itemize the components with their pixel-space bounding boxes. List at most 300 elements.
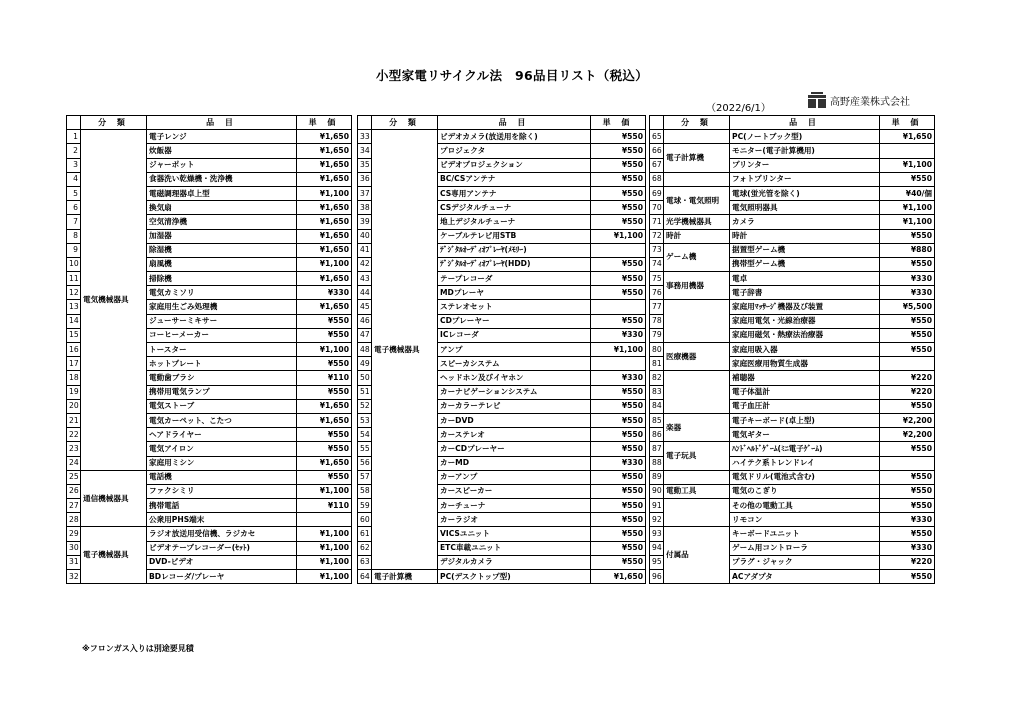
item-name: トースター	[147, 343, 297, 357]
category-cell: 医療機器	[664, 343, 730, 371]
item-price: ¥550	[591, 158, 646, 172]
item-name: 電子レンジ	[147, 130, 297, 144]
row-number: 51	[358, 385, 372, 399]
item-name: カーCDプレーヤー	[438, 442, 591, 456]
row-number: 25	[67, 470, 81, 484]
row-number: 94	[650, 541, 664, 555]
item-name: PC(デスクトップ型)	[438, 570, 591, 584]
item-name: 電気ストーブ	[147, 399, 297, 413]
table-row	[650, 343, 935, 357]
category-cell: 時計	[664, 229, 730, 243]
table-row	[650, 484, 935, 498]
header-category: 分 類	[664, 116, 730, 130]
category-cell: 電子玩具	[664, 442, 730, 470]
table-row	[650, 186, 935, 200]
item-name: アンプ	[438, 343, 591, 357]
table-row	[650, 499, 935, 513]
company-logo-icon	[808, 92, 826, 108]
item-name: カメラ	[730, 215, 880, 229]
item-name: CS専用アンテナ	[438, 186, 591, 200]
header-row	[650, 116, 935, 130]
row-number: 69	[650, 186, 664, 200]
item-name: 電子体温計	[730, 385, 880, 399]
item-name: PC(ノートブック型)	[730, 130, 880, 144]
item-price: ¥2,200	[880, 428, 935, 442]
item-price: ¥1,650	[297, 130, 352, 144]
category-cell: 電子計算機	[664, 144, 730, 172]
header-item: 品 目	[438, 116, 591, 130]
item-name: 除湿機	[147, 243, 297, 257]
item-name: カーアンプ	[438, 470, 591, 484]
item-price: ¥330	[297, 286, 352, 300]
row-number: 16	[67, 343, 81, 357]
item-name: ヘアドライヤー	[147, 428, 297, 442]
item-name: 掃除機	[147, 272, 297, 286]
table-row	[650, 272, 935, 286]
item-name: カーナビゲーションシステム	[438, 385, 591, 399]
header-price: 単 価	[880, 116, 935, 130]
item-name: プリンター	[730, 158, 880, 172]
item-price: ¥550	[591, 286, 646, 300]
row-number: 32	[67, 570, 81, 584]
item-price: ¥1,650	[297, 144, 352, 158]
row-number: 26	[67, 484, 81, 498]
item-name: ビデオプロジェクション	[438, 158, 591, 172]
item-name: DVD-ビデオ	[147, 555, 297, 569]
row-number: 38	[358, 201, 372, 215]
item-price	[880, 456, 935, 470]
item-price: ¥550	[591, 484, 646, 498]
page-title: 小型家電リサイクル法 96品目リスト（税込）	[376, 68, 648, 83]
item-name: フォトプリンター	[730, 172, 880, 186]
table-row	[650, 300, 935, 314]
row-number: 91	[650, 499, 664, 513]
row-number: 10	[67, 257, 81, 271]
item-name: カーラジオ	[438, 513, 591, 527]
item-price: ¥330	[591, 371, 646, 385]
item-price: ¥1,650	[297, 300, 352, 314]
row-number: 41	[358, 243, 372, 257]
item-name: ジューサーミキサー	[147, 314, 297, 328]
item-price: ¥550	[591, 201, 646, 215]
item-name: ﾃﾞｼﾞﾀﾙｵｰﾃﾞｨｵﾌﾟﾚｰﾔ(ﾒﾓﾘｰ)	[438, 243, 591, 257]
row-number: 78	[650, 314, 664, 328]
row-number: 39	[358, 215, 372, 229]
item-name: 公衆用PHS端末	[147, 513, 297, 527]
item-price: ¥330	[591, 328, 646, 342]
item-name: スピーカシステム	[438, 357, 591, 371]
row-number: 33	[358, 130, 372, 144]
category-cell: ゲーム機	[664, 243, 730, 271]
table-row	[650, 172, 935, 186]
row-number: 88	[650, 456, 664, 470]
header-price: 単 価	[297, 116, 352, 130]
row-number: 83	[650, 385, 664, 399]
table-row	[650, 144, 935, 158]
item-name: カーカラーテレビ	[438, 399, 591, 413]
table-row	[650, 413, 935, 427]
row-number: 58	[358, 484, 372, 498]
row-number: 3	[67, 158, 81, 172]
item-name: 地上デジタルチューナ	[438, 215, 591, 229]
row-number: 40	[358, 229, 372, 243]
item-name: カーステレオ	[438, 428, 591, 442]
item-name: ビデオカメラ(放送用を除く)	[438, 130, 591, 144]
row-number: 35	[358, 158, 372, 172]
category-cell: 電気機械器具	[81, 130, 147, 471]
item-name: カーチューナ	[438, 499, 591, 513]
item-name: 食器洗い乾燥機・洗浄機	[147, 172, 297, 186]
item-price: ¥550	[591, 470, 646, 484]
table-row	[358, 130, 646, 144]
item-price: ¥550	[880, 172, 935, 186]
item-name: ケーブルテレビ用STB	[438, 229, 591, 243]
item-name: 据置型ゲーム機	[730, 243, 880, 257]
row-number: 49	[358, 357, 372, 371]
row-number: 79	[650, 328, 664, 342]
row-number: 96	[650, 570, 664, 584]
item-name: 電気ドリル(電池式含む)	[730, 470, 880, 484]
item-price	[880, 144, 935, 158]
row-number: 92	[650, 513, 664, 527]
item-price: ¥110	[297, 371, 352, 385]
item-price: ¥550	[880, 442, 935, 456]
item-price: ¥1,100	[591, 229, 646, 243]
row-number: 81	[650, 357, 664, 371]
item-name: MDプレーヤ	[438, 286, 591, 300]
row-number: 15	[67, 328, 81, 342]
table-row	[650, 470, 935, 484]
row-number: 30	[67, 541, 81, 555]
item-price: ¥220	[880, 385, 935, 399]
item-price: ¥40/個	[880, 186, 935, 200]
item-name: 電気のこぎり	[730, 484, 880, 498]
item-price: ¥1,650	[297, 172, 352, 186]
company-block	[808, 92, 910, 108]
item-name: ビデオテープレコーダー(ｾｯﾄ)	[147, 541, 297, 555]
item-price: ¥330	[880, 272, 935, 286]
item-price: ¥550	[591, 257, 646, 271]
item-price: ¥550	[591, 172, 646, 186]
item-price	[880, 357, 935, 371]
item-price: ¥550	[591, 215, 646, 229]
item-price: ¥1,650	[591, 570, 646, 584]
item-price: ¥550	[591, 527, 646, 541]
category-cell: 電動工具	[664, 484, 730, 498]
item-price: ¥550	[297, 470, 352, 484]
item-name: 扇風機	[147, 257, 297, 271]
row-number: 1	[67, 130, 81, 144]
row-number: 62	[358, 541, 372, 555]
item-price: ¥550	[297, 385, 352, 399]
item-price: ¥550	[880, 328, 935, 342]
header-category: 分 類	[81, 116, 147, 130]
row-number: 90	[650, 484, 664, 498]
item-name: BDレコーダ/プレーヤ	[147, 570, 297, 584]
table-row	[650, 130, 935, 144]
item-price: ¥550	[297, 328, 352, 342]
row-number: 95	[650, 555, 664, 569]
row-number: 31	[67, 555, 81, 569]
row-number: 85	[650, 413, 664, 427]
item-price: ¥550	[591, 513, 646, 527]
row-number: 73	[650, 243, 664, 257]
item-name: カーMD	[438, 456, 591, 470]
item-name: VICSユニット	[438, 527, 591, 541]
item-price: ¥550	[591, 144, 646, 158]
item-price: ¥1,650	[297, 201, 352, 215]
item-name: 家庭医療用物質生成器	[730, 357, 880, 371]
row-number: 66	[650, 144, 664, 158]
header-blank	[650, 116, 664, 130]
item-name: 携帯用電気ランプ	[147, 385, 297, 399]
row-number: 67	[650, 158, 664, 172]
table-row	[650, 215, 935, 229]
item-price: ¥1,650	[297, 272, 352, 286]
item-price: ¥550	[880, 399, 935, 413]
row-number: 70	[650, 201, 664, 215]
item-price: ¥1,100	[297, 484, 352, 498]
item-name: ファクシミリ	[147, 484, 297, 498]
item-price: ¥1,100	[880, 201, 935, 215]
item-name: 家庭用ﾏｯｻｰｼﾞ機器及び装置	[730, 300, 880, 314]
row-number: 55	[358, 442, 372, 456]
item-name: ジャーポット	[147, 158, 297, 172]
table-row	[650, 527, 935, 541]
row-number: 63	[358, 555, 372, 569]
item-name: 電動歯ブラシ	[147, 371, 297, 385]
item-price: ¥550	[880, 499, 935, 513]
item-name: ステレオセット	[438, 300, 591, 314]
item-name: ICレコーダ	[438, 328, 591, 342]
header-blank	[358, 116, 372, 130]
item-name: カーDVD	[438, 413, 591, 427]
item-price: ¥550	[591, 186, 646, 200]
row-number: 34	[358, 144, 372, 158]
item-name: キーボードユニット	[730, 527, 880, 541]
row-number: 42	[358, 257, 372, 271]
table-row	[650, 442, 935, 456]
row-number: 12	[67, 286, 81, 300]
item-price	[591, 243, 646, 257]
category-cell: 電子機械器具	[372, 130, 438, 570]
item-price: ¥550	[297, 314, 352, 328]
item-table-1	[66, 115, 352, 584]
table-row	[650, 371, 935, 385]
row-number: 13	[67, 300, 81, 314]
item-name: コーヒーメーカー	[147, 328, 297, 342]
row-number: 68	[650, 172, 664, 186]
row-number: 11	[67, 272, 81, 286]
row-number: 82	[650, 371, 664, 385]
item-price: ¥550	[591, 385, 646, 399]
item-price: ¥1,100	[297, 186, 352, 200]
table-row	[67, 527, 352, 541]
item-price: ¥1,100	[297, 570, 352, 584]
row-number: 29	[67, 527, 81, 541]
header-row	[67, 116, 352, 130]
header-price: 単 価	[591, 116, 646, 130]
header-blank	[67, 116, 81, 130]
item-name: ﾃﾞｼﾞﾀﾙｵｰﾃﾞｨｵﾌﾟﾚｰﾔ(HDD)	[438, 257, 591, 271]
item-name: 電気アイロン	[147, 442, 297, 456]
item-name: 家庭用吸入器	[730, 343, 880, 357]
item-name: デジタルカメラ	[438, 555, 591, 569]
header-category: 分 類	[372, 116, 438, 130]
row-number: 4	[67, 172, 81, 186]
item-name: 補聴器	[730, 371, 880, 385]
item-price: ¥550	[880, 229, 935, 243]
row-number: 14	[67, 314, 81, 328]
row-number: 53	[358, 413, 372, 427]
item-price: ¥550	[880, 570, 935, 584]
item-price: ¥1,650	[880, 130, 935, 144]
row-number: 77	[650, 300, 664, 314]
item-name: テープレコーダ	[438, 272, 591, 286]
item-price: ¥1,100	[297, 343, 352, 357]
item-name: 電話機	[147, 470, 297, 484]
item-price: ¥550	[591, 499, 646, 513]
item-name: ヘッドホン及びイヤホン	[438, 371, 591, 385]
item-name: その他の電動工具	[730, 499, 880, 513]
row-number: 56	[358, 456, 372, 470]
row-number: 8	[67, 229, 81, 243]
row-number: 2	[67, 144, 81, 158]
item-price: ¥1,650	[297, 158, 352, 172]
item-price: ¥880	[880, 243, 935, 257]
row-number: 52	[358, 399, 372, 413]
item-price: ¥550	[591, 272, 646, 286]
item-price: ¥550	[880, 470, 935, 484]
item-price: ¥1,650	[297, 413, 352, 427]
item-price: ¥1,650	[297, 399, 352, 413]
item-price: ¥330	[880, 286, 935, 300]
row-number: 5	[67, 186, 81, 200]
row-number: 45	[358, 300, 372, 314]
item-table-3	[649, 115, 935, 584]
item-price: ¥1,100	[880, 215, 935, 229]
table-row	[650, 243, 935, 257]
header-item: 品 目	[730, 116, 880, 130]
item-price: ¥550	[591, 399, 646, 413]
category-cell	[664, 172, 730, 186]
item-table-2	[357, 115, 646, 584]
row-number: 93	[650, 527, 664, 541]
item-name: ホットプレート	[147, 357, 297, 371]
item-name: 電気カーペット、こたつ	[147, 413, 297, 427]
item-price: ¥550	[591, 555, 646, 569]
category-cell: 電球・電気照明	[664, 186, 730, 214]
row-number: 7	[67, 215, 81, 229]
item-price: ¥1,100	[297, 257, 352, 271]
header-row	[358, 116, 646, 130]
item-price: ¥550	[880, 527, 935, 541]
item-name: 炊飯器	[147, 144, 297, 158]
row-number: 54	[358, 428, 372, 442]
item-name: 電気ギター	[730, 428, 880, 442]
row-number: 64	[358, 570, 372, 584]
item-price: ¥330	[880, 513, 935, 527]
company-name: 高野産業株式会社	[830, 96, 910, 108]
row-number: 37	[358, 186, 372, 200]
category-cell: 楽器	[664, 413, 730, 441]
item-name: 電気照明器具	[730, 201, 880, 215]
item-name: 空気清浄機	[147, 215, 297, 229]
item-price	[297, 513, 352, 527]
row-number: 9	[67, 243, 81, 257]
item-name: モニター(電子計算機用)	[730, 144, 880, 158]
item-price: ¥1,100	[297, 541, 352, 555]
item-name: プラグ・ジャック	[730, 555, 880, 569]
item-name: 携帯型ゲーム機	[730, 257, 880, 271]
category-cell	[664, 371, 730, 414]
row-number: 28	[67, 513, 81, 527]
item-price: ¥550	[591, 541, 646, 555]
item-name: ﾊﾝﾄﾞﾍﾙﾄﾞｹﾞｰﾑ(ﾐﾆ電子ｹﾞｰﾑ)	[730, 442, 880, 456]
item-price: ¥1,650	[297, 215, 352, 229]
item-name: ラジオ放送用受信機、ラジカセ	[147, 527, 297, 541]
item-name: 換気扇	[147, 201, 297, 215]
row-number: 87	[650, 442, 664, 456]
row-number: 74	[650, 257, 664, 271]
item-price: ¥550	[880, 484, 935, 498]
item-name: 家庭用生ごみ処理機	[147, 300, 297, 314]
item-name: 電子辞書	[730, 286, 880, 300]
item-price: ¥1,650	[297, 229, 352, 243]
row-number: 44	[358, 286, 372, 300]
item-price: ¥1,650	[297, 456, 352, 470]
item-price: ¥110	[297, 499, 352, 513]
item-name: ETC車載ユニット	[438, 541, 591, 555]
row-number: 61	[358, 527, 372, 541]
item-name: BC/CSアンテナ	[438, 172, 591, 186]
row-number: 36	[358, 172, 372, 186]
row-number: 84	[650, 399, 664, 413]
category-cell: 電子計算機	[372, 570, 438, 584]
row-number: 50	[358, 371, 372, 385]
row-number: 60	[358, 513, 372, 527]
row-number: 48	[358, 343, 372, 357]
item-price	[591, 300, 646, 314]
row-number: 43	[358, 272, 372, 286]
row-number: 27	[67, 499, 81, 513]
row-number: 57	[358, 470, 372, 484]
row-number: 72	[650, 229, 664, 243]
item-name: 家庭用ミシン	[147, 456, 297, 470]
date-label: （2022/6/1）	[706, 103, 771, 114]
item-name: プロジェクタ	[438, 144, 591, 158]
item-name: 携帯電話	[147, 499, 297, 513]
item-name: 電球(蛍光管を除く)	[730, 186, 880, 200]
row-number: 46	[358, 314, 372, 328]
item-price: ¥330	[591, 456, 646, 470]
table-row	[358, 570, 646, 584]
row-number: 89	[650, 470, 664, 484]
item-price: ¥550	[591, 314, 646, 328]
item-price: ¥330	[880, 541, 935, 555]
row-number: 65	[650, 130, 664, 144]
item-price: ¥5,500	[880, 300, 935, 314]
row-number: 6	[67, 201, 81, 215]
row-number: 20	[67, 399, 81, 413]
item-price: ¥550	[880, 343, 935, 357]
item-name: 電子キーボード(卓上型)	[730, 413, 880, 427]
row-number: 17	[67, 357, 81, 371]
item-name: リモコン	[730, 513, 880, 527]
item-name: CSデジタルチューナ	[438, 201, 591, 215]
row-number: 47	[358, 328, 372, 342]
row-number: 23	[67, 442, 81, 456]
